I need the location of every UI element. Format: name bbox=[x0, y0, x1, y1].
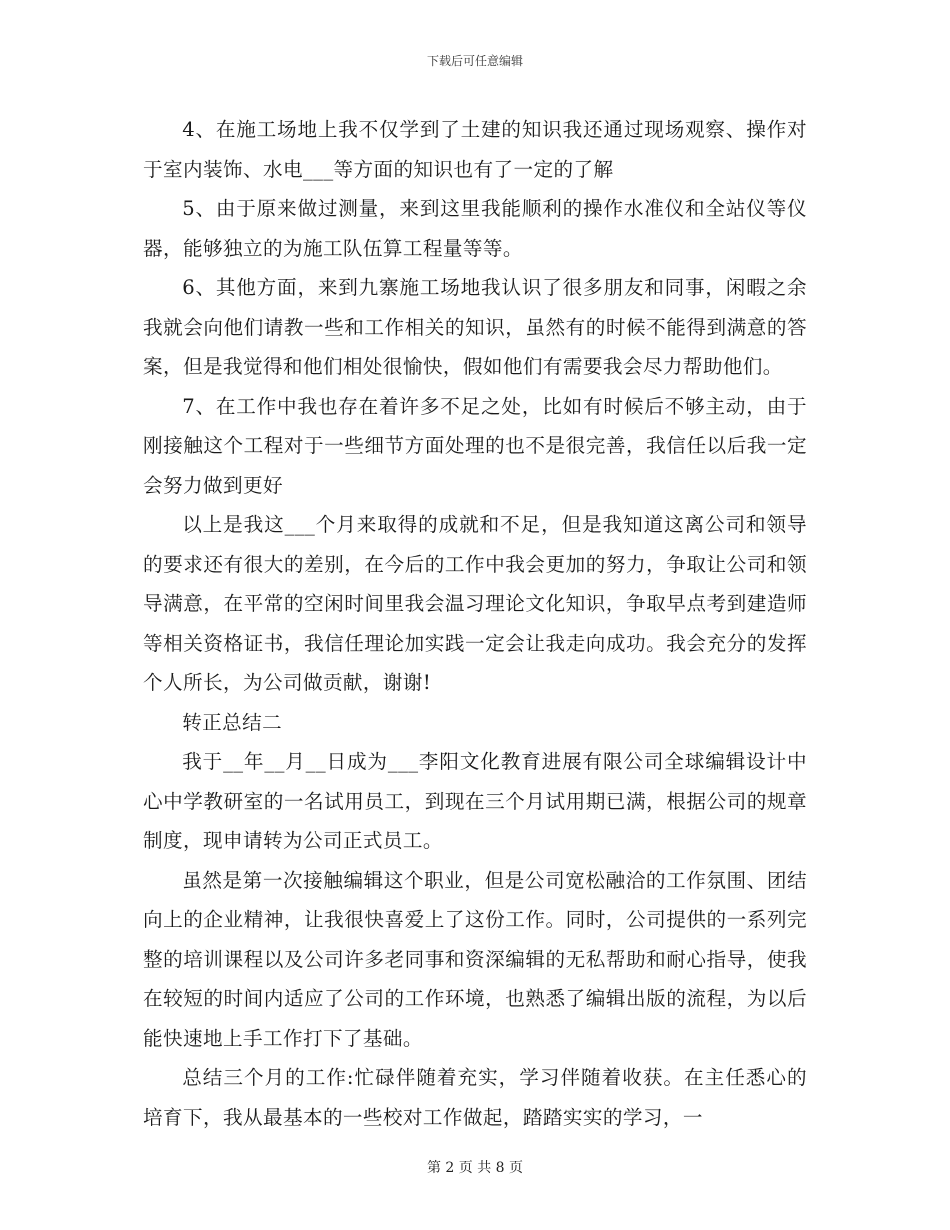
paragraph-summary: 总结三个月的工作:忙碌伴随着充实，学习伴随着收获。在主任悉心的培育下，我从最基本的一些校对工作做起，踏踏实实的学习，一 bbox=[143, 1066, 807, 1129]
paragraph-conclusion: 以上是我这___个月来取得的成就和不足，但是我知道这离公司和领导的要求还有很大的差别，在今后的工作中我会更加的努力，争取让公司和领导满意，在平常的空闲时间里我会温习理论文化知识，争取早点考到建造师等相关资格证书，我信任理论加实践一定会让我走向成功。我会充分的发挥个人所长，为公司做贡献，谢谢! bbox=[143, 513, 807, 694]
paragraph-item-5: 5、由于原来做过测量，来到这里我能顺利的操作水准仪和全站仪等仪器，能够独立的为施工队伍算工程量等等。 bbox=[143, 197, 807, 260]
paragraph-item-4: 4、在施工场地上我不仅学到了土建的知识我还通过现场观察、操作对于室内装饰、水电___等方面的知识也有了一定的了解 bbox=[143, 118, 807, 181]
header-note: 下载后可任意编辑 bbox=[426, 54, 523, 68]
document-body bbox=[143, 110, 807, 1137]
section-heading: 转正总结二 bbox=[182, 710, 283, 734]
paragraph-intro: 我于__年__月__日成为___李阳文化教育进展有限公司全球编辑设计中心中学教研室的一名试用员工，到现在三个月试用期已满，根据公司的规章制度，现申请转为公司正式员工。 bbox=[143, 750, 807, 852]
page-number: 第 2 页 共 8 页 bbox=[426, 1160, 524, 1176]
paragraph-item-7: 7、在工作中我也存在着许多不足之处，比如有时候后不够主动，由于刚接触这个工程对于一些细节方面处理的也不是很完善，我信任以后我一定会努力做到更好 bbox=[143, 394, 807, 497]
paragraph-item-6: 6、其他方面，来到九寨施工场地我认识了很多朋友和同事，闲暇之余我就会向他们请教一些和工作相关的知识，虽然有的时候不能得到满意的答案，但是我觉得和他们相处很愉快，假如他们有需要我会尽力帮助他们。 bbox=[143, 276, 807, 378]
paragraph-experience: 虽然是第一次接触编辑这个职业，但是公司宽松融洽的工作氛围、团结向上的企业精神，让我很快喜爱上了这份工作。同时，公司提供的一系列完整的培训课程以及公司许多老同事和资深编辑的无私帮助和耐心指导，使我在较短的时间内适应了公司的工作环境，也熟悉了编辑出版的流程，为以后能快速地上手工作打下了基础。 bbox=[143, 868, 807, 1050]
